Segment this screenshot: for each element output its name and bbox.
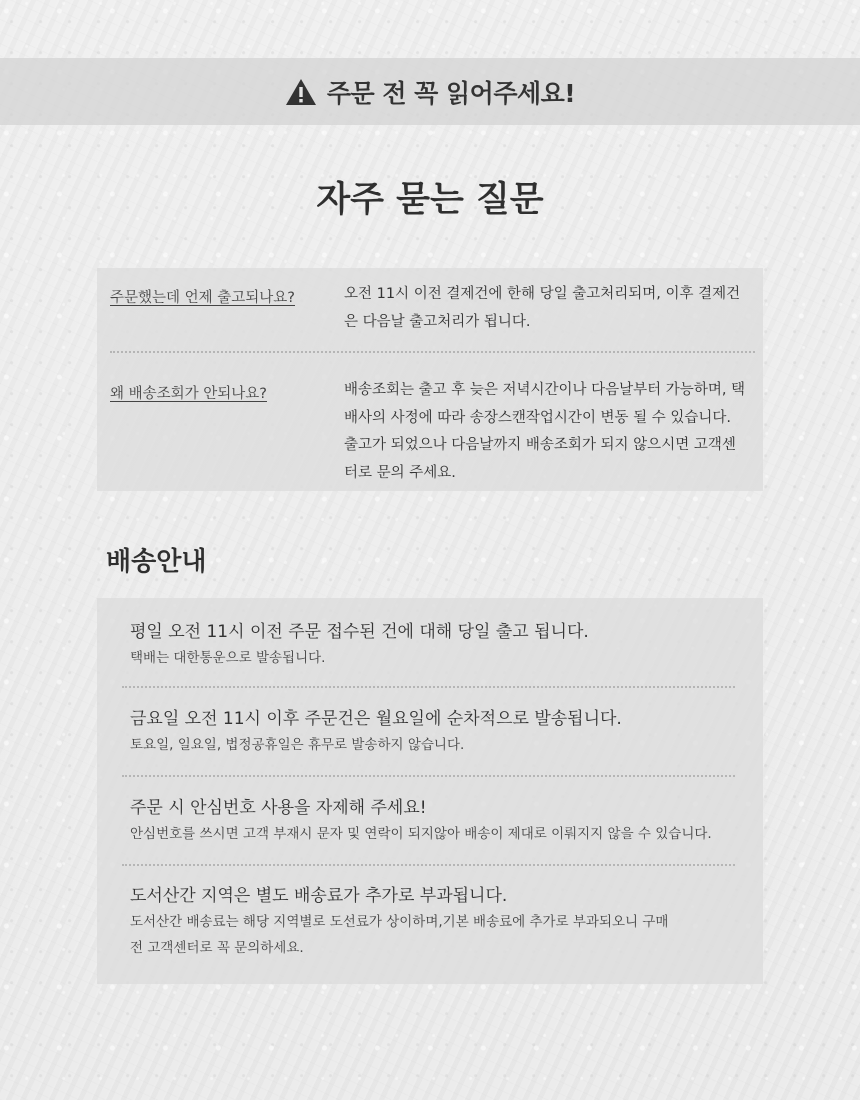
shipping-divider <box>122 864 735 866</box>
shipping-divider <box>122 775 735 777</box>
shipping-desc: 도서산간 배송료는 해당 지역별로 도선료가 상이하며,기본 배송료에 추가로 부과되오니 구매전 고객센터로 꼭 문의하세요. <box>130 914 669 956</box>
shipping-desc: 택배는 대한통운으로 발송됩니다. <box>130 650 326 666</box>
shipping-heading: 주문 시 안심번호 사용을 자제해 주세요! <box>130 798 427 818</box>
faq-divider <box>110 351 755 353</box>
faq-answer: 배송조회는 출고 후 늦은 저녁시간이나 다음날부터 가능하며, 택배사의 사정에 따라 송장스캔작업시간이 변동 될 수 있습니다. 출고가 되었으나 다음날까지 배송조회가 되지 않으시면 고객센터로 문의 주세요. <box>344 382 746 481</box>
shipping-title: 배송안내 <box>106 547 207 577</box>
faq-title: 자주 묻는 질문 <box>316 180 544 220</box>
notice-text: 주문 전 꼭 읽어주세요! <box>326 78 576 108</box>
shipping-item <box>130 796 743 847</box>
faq-question-link[interactable]: 왜 배송조회가 안되나요? <box>110 386 267 402</box>
faq-question-link[interactable]: 주문했는데 언제 출고되나요? <box>110 290 295 306</box>
shipping-item <box>130 620 743 671</box>
notice-bar <box>0 58 860 125</box>
faq-answer: 오전 11시 이전 결제건에 한해 당일 출고처리되며, 이후 결제건은 다음날 출고처리가 됩니다. <box>344 286 741 330</box>
shipping-heading: 평일 오전 11시 이전 주문 접수된 건에 대해 당일 출고 됩니다. <box>130 622 589 642</box>
shipping-item <box>130 707 743 758</box>
shipping-divider <box>122 686 735 688</box>
shipping-heading: 금요일 오전 11시 이후 주문건은 월요일에 순차적으로 발송됩니다. <box>130 709 622 729</box>
shipping-desc: 토요일, 일요일, 법정공휴일은 휴무로 발송하지 않습니다. <box>130 737 465 753</box>
shipping-item <box>130 884 743 961</box>
shipping-panel <box>97 598 763 984</box>
shipping-heading: 도서산간 지역은 별도 배송료가 추가로 부과됩니다. <box>130 886 508 906</box>
warning-icon <box>285 78 317 106</box>
shipping-desc: 안심번호를 쓰시면 고객 부재시 문자 및 연락이 되지않아 배송이 제대로 이뤄지지 않을 수 있습니다. <box>130 826 712 842</box>
faq-panel <box>97 268 763 491</box>
